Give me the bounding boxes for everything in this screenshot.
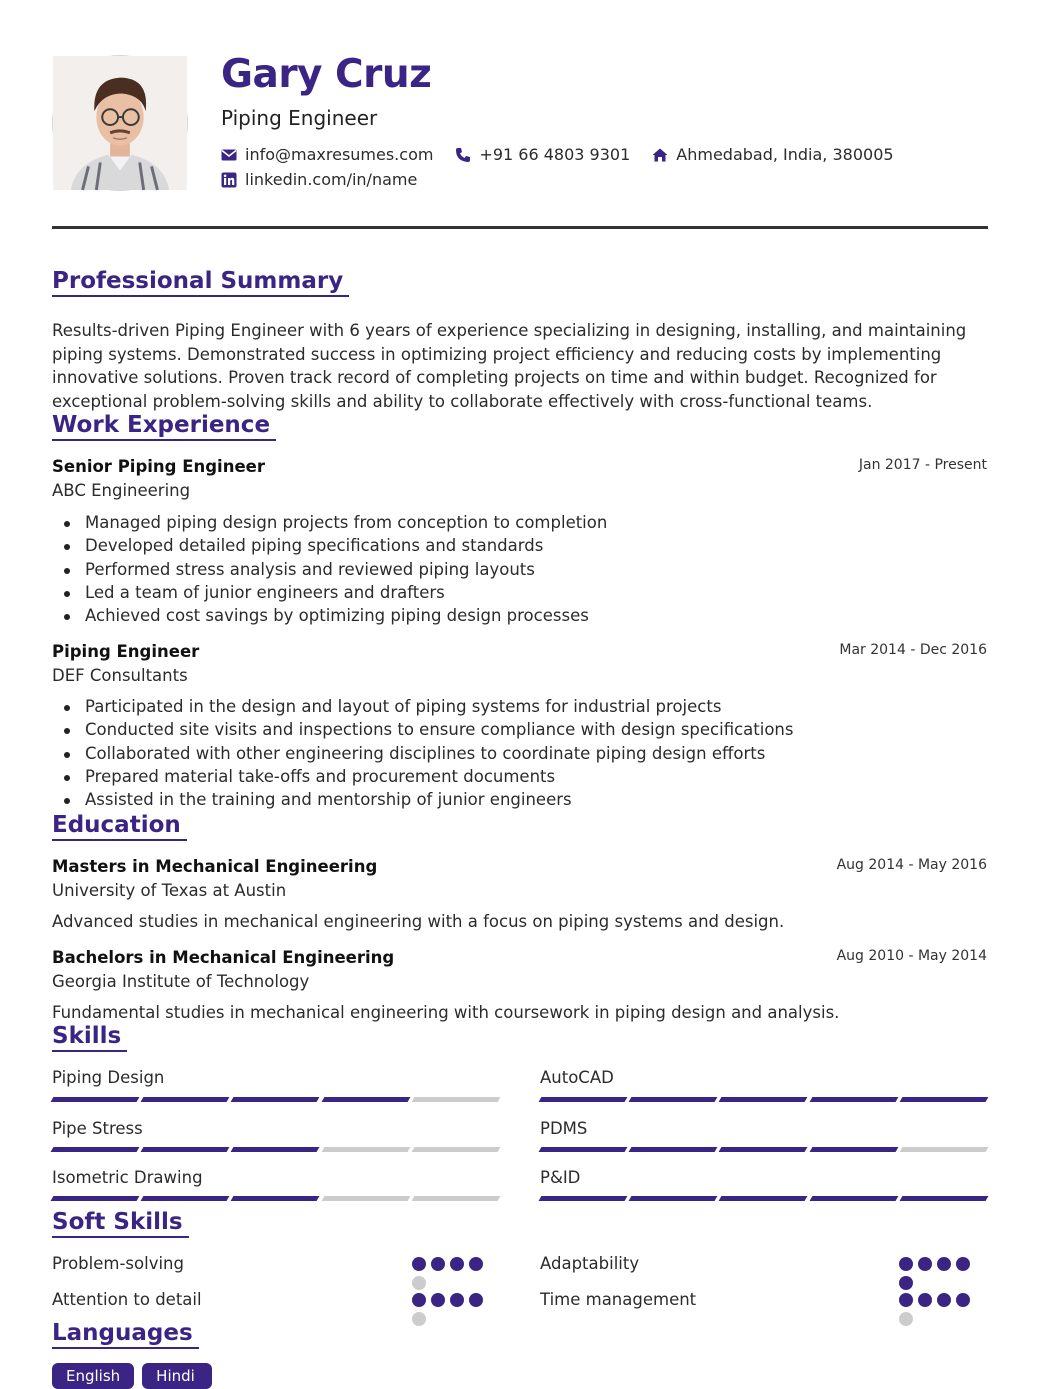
list-item: Participated in the design and layout of piping systems for industrial projects [52,695,793,718]
skill-label: Isometric Drawing [52,1168,203,1187]
rating-dot [431,1257,445,1271]
rating-dot [937,1257,951,1271]
envelope-icon [221,147,237,163]
rating-dot [450,1257,464,1271]
soft-skill-label: Problem-solving [52,1254,184,1273]
edu-2-school: Georgia Institute of Technology [52,972,310,991]
phone-icon [455,147,471,163]
portrait-illustration [53,56,187,190]
skill-label: Pipe Stress [52,1119,143,1138]
edu-2-dates: Aug 2010 - May 2014 [836,948,987,964]
rating-dot [918,1293,932,1307]
skill-bar-segment [899,1097,988,1102]
skill-bar-segment [51,1196,140,1201]
rating-dot [956,1257,970,1271]
edu-1-degree: Masters in Mechanical Engineering [52,857,378,876]
profile-photo [52,55,188,191]
rating-dot [412,1293,426,1307]
section-heading-experience: Work Experience [52,412,276,441]
section-heading-soft-skills: Soft Skills [52,1209,189,1238]
rating-dot [469,1257,483,1271]
edu-1-school: University of Texas at Austin [52,881,287,900]
list-item: Managed piping design projects from conception to completion [52,511,607,534]
skill-bar [52,1147,499,1152]
languages-list [52,1363,212,1389]
skill-bar [52,1196,499,1201]
job-1-title: Senior Piping Engineer [52,457,265,476]
edu-2-description: Fundamental studies in mechanical engineering with coursework in piping design and analysis. [52,1003,840,1022]
rating-dot [956,1293,970,1307]
contact-address [652,145,893,164]
job-2-bullets [52,695,793,811]
job-2-title: Piping Engineer [52,642,200,661]
skill-bar-segment [141,1196,230,1201]
skill-bar-segment [411,1147,500,1152]
skill-bar [52,1097,499,1102]
rating-dot [899,1293,913,1307]
skill-bar-segment [809,1147,898,1152]
summary-text: Results-driven Piping Engineer with 6 years of experience specializing in designing, installing, and maintaining piping systems. Demonstrated success in optimizing project efficiency and reducing costs by implementing innovative solutions. Proven track record of completing projects on time and within budget. Recognized for exceptional problem-solving skills and ability to collaborate effectively with cross-functional teams. [52,321,967,411]
skill-bar-segment [719,1196,808,1201]
contact-linkedin[interactable] [221,170,417,189]
contact-row-2 [221,170,439,189]
email-text: info@maxresumes.com [245,145,434,164]
job-2-company: DEF Consultants [52,666,188,685]
skill-bar-segment [809,1097,898,1102]
skill-label: P&ID [540,1168,581,1187]
skill-bar-segment [809,1196,898,1201]
skill-bar-segment [231,1196,320,1201]
skill-bar-segment [231,1147,320,1152]
linkedin-icon [221,172,237,188]
edu-1-dates: Aug 2014 - May 2016 [836,857,987,873]
phone-text: +91 66 4803 9301 [479,145,631,164]
section-heading-languages: Languages [52,1320,199,1349]
rating-dot [450,1293,464,1307]
candidate-name: Gary Cruz [221,52,432,97]
list-item: Assisted in the training and mentorship of junior engineers [52,788,793,811]
section-heading-skills: Skills [52,1023,127,1052]
skill-bar [540,1147,987,1152]
list-item: Developed detailed piping specifications and standards [52,534,607,557]
address-text: Ahmedabad, India, 380005 [676,145,894,164]
rating-dot [918,1257,932,1271]
skill-bar-segment [899,1196,988,1201]
skill-bar-segment [321,1097,410,1102]
section-heading-summary: Professional Summary [52,268,349,297]
rating-dot [469,1293,483,1307]
job-2-dates: Mar 2014 - Dec 2016 [839,642,987,658]
job-1-company: ABC Engineering [52,481,191,500]
skill-bar-segment [629,1097,718,1102]
skill-bar-segment [629,1196,718,1201]
skill-label: PDMS [540,1119,588,1138]
skill-bar-segment [629,1147,718,1152]
list-item: Led a team of junior engineers and drafters [52,581,607,604]
job-1-dates: Jan 2017 - Present [858,457,987,473]
header-divider [52,226,988,229]
skill-bar-segment [51,1097,140,1102]
job-1-bullets [52,511,607,627]
soft-skill-rating [899,1293,975,1326]
skill-bar-segment [899,1147,988,1152]
contact-email[interactable] [221,145,433,164]
linkedin-text: linkedin.com/in/name [245,170,418,189]
skill-bar-segment [321,1147,410,1152]
rating-dot [412,1312,426,1326]
home-icon [652,147,668,163]
rating-dot [899,1312,913,1326]
list-item: Prepared material take-offs and procurement documents [52,765,793,788]
language-pill: English [52,1363,134,1389]
skill-bar-segment [141,1147,230,1152]
skill-bar-segment [231,1097,320,1102]
rating-dot [937,1293,951,1307]
contact-row [221,145,916,164]
skill-bar-segment [719,1097,808,1102]
skill-bar [540,1097,987,1102]
rating-dot [899,1276,913,1290]
rating-dot [431,1293,445,1307]
edu-1-description: Advanced studies in mechanical engineering with a focus on piping systems and design. [52,912,785,931]
list-item: Achieved cost savings by optimizing piping design processes [52,604,607,627]
rating-dot [412,1276,426,1290]
contact-phone[interactable] [455,145,630,164]
soft-skill-label: Attention to detail [52,1290,202,1309]
list-item: Performed stress analysis and reviewed piping layouts [52,558,607,581]
skill-bar-segment [411,1097,500,1102]
skill-bar-segment [539,1196,628,1201]
skill-bar-segment [141,1097,230,1102]
skill-bar-segment [321,1196,410,1201]
skill-bar-segment [51,1147,140,1152]
soft-skill-label: Time management [540,1290,697,1309]
edu-2-degree: Bachelors in Mechanical Engineering [52,948,395,967]
skill-label: Piping Design [52,1068,165,1087]
rating-dot [412,1257,426,1271]
soft-skill-rating [899,1257,975,1290]
language-pill: Hindi [142,1363,212,1389]
skill-bar-segment [411,1196,500,1201]
skill-label: AutoCAD [540,1068,614,1087]
list-item: Collaborated with other engineering disciplines to coordinate piping design efforts [52,742,793,765]
soft-skill-rating [412,1293,488,1326]
soft-skill-label: Adaptability [540,1254,640,1273]
job-title-headline: Piping Engineer [221,106,378,130]
skill-bar-segment [539,1147,628,1152]
rating-dot [899,1257,913,1271]
list-item: Conducted site visits and inspections to ensure compliance with design specifications [52,718,793,741]
skill-bar-segment [719,1147,808,1152]
skill-bar [540,1196,987,1201]
section-heading-education: Education [52,812,187,841]
soft-skill-rating [412,1257,488,1290]
skill-bar-segment [539,1097,628,1102]
